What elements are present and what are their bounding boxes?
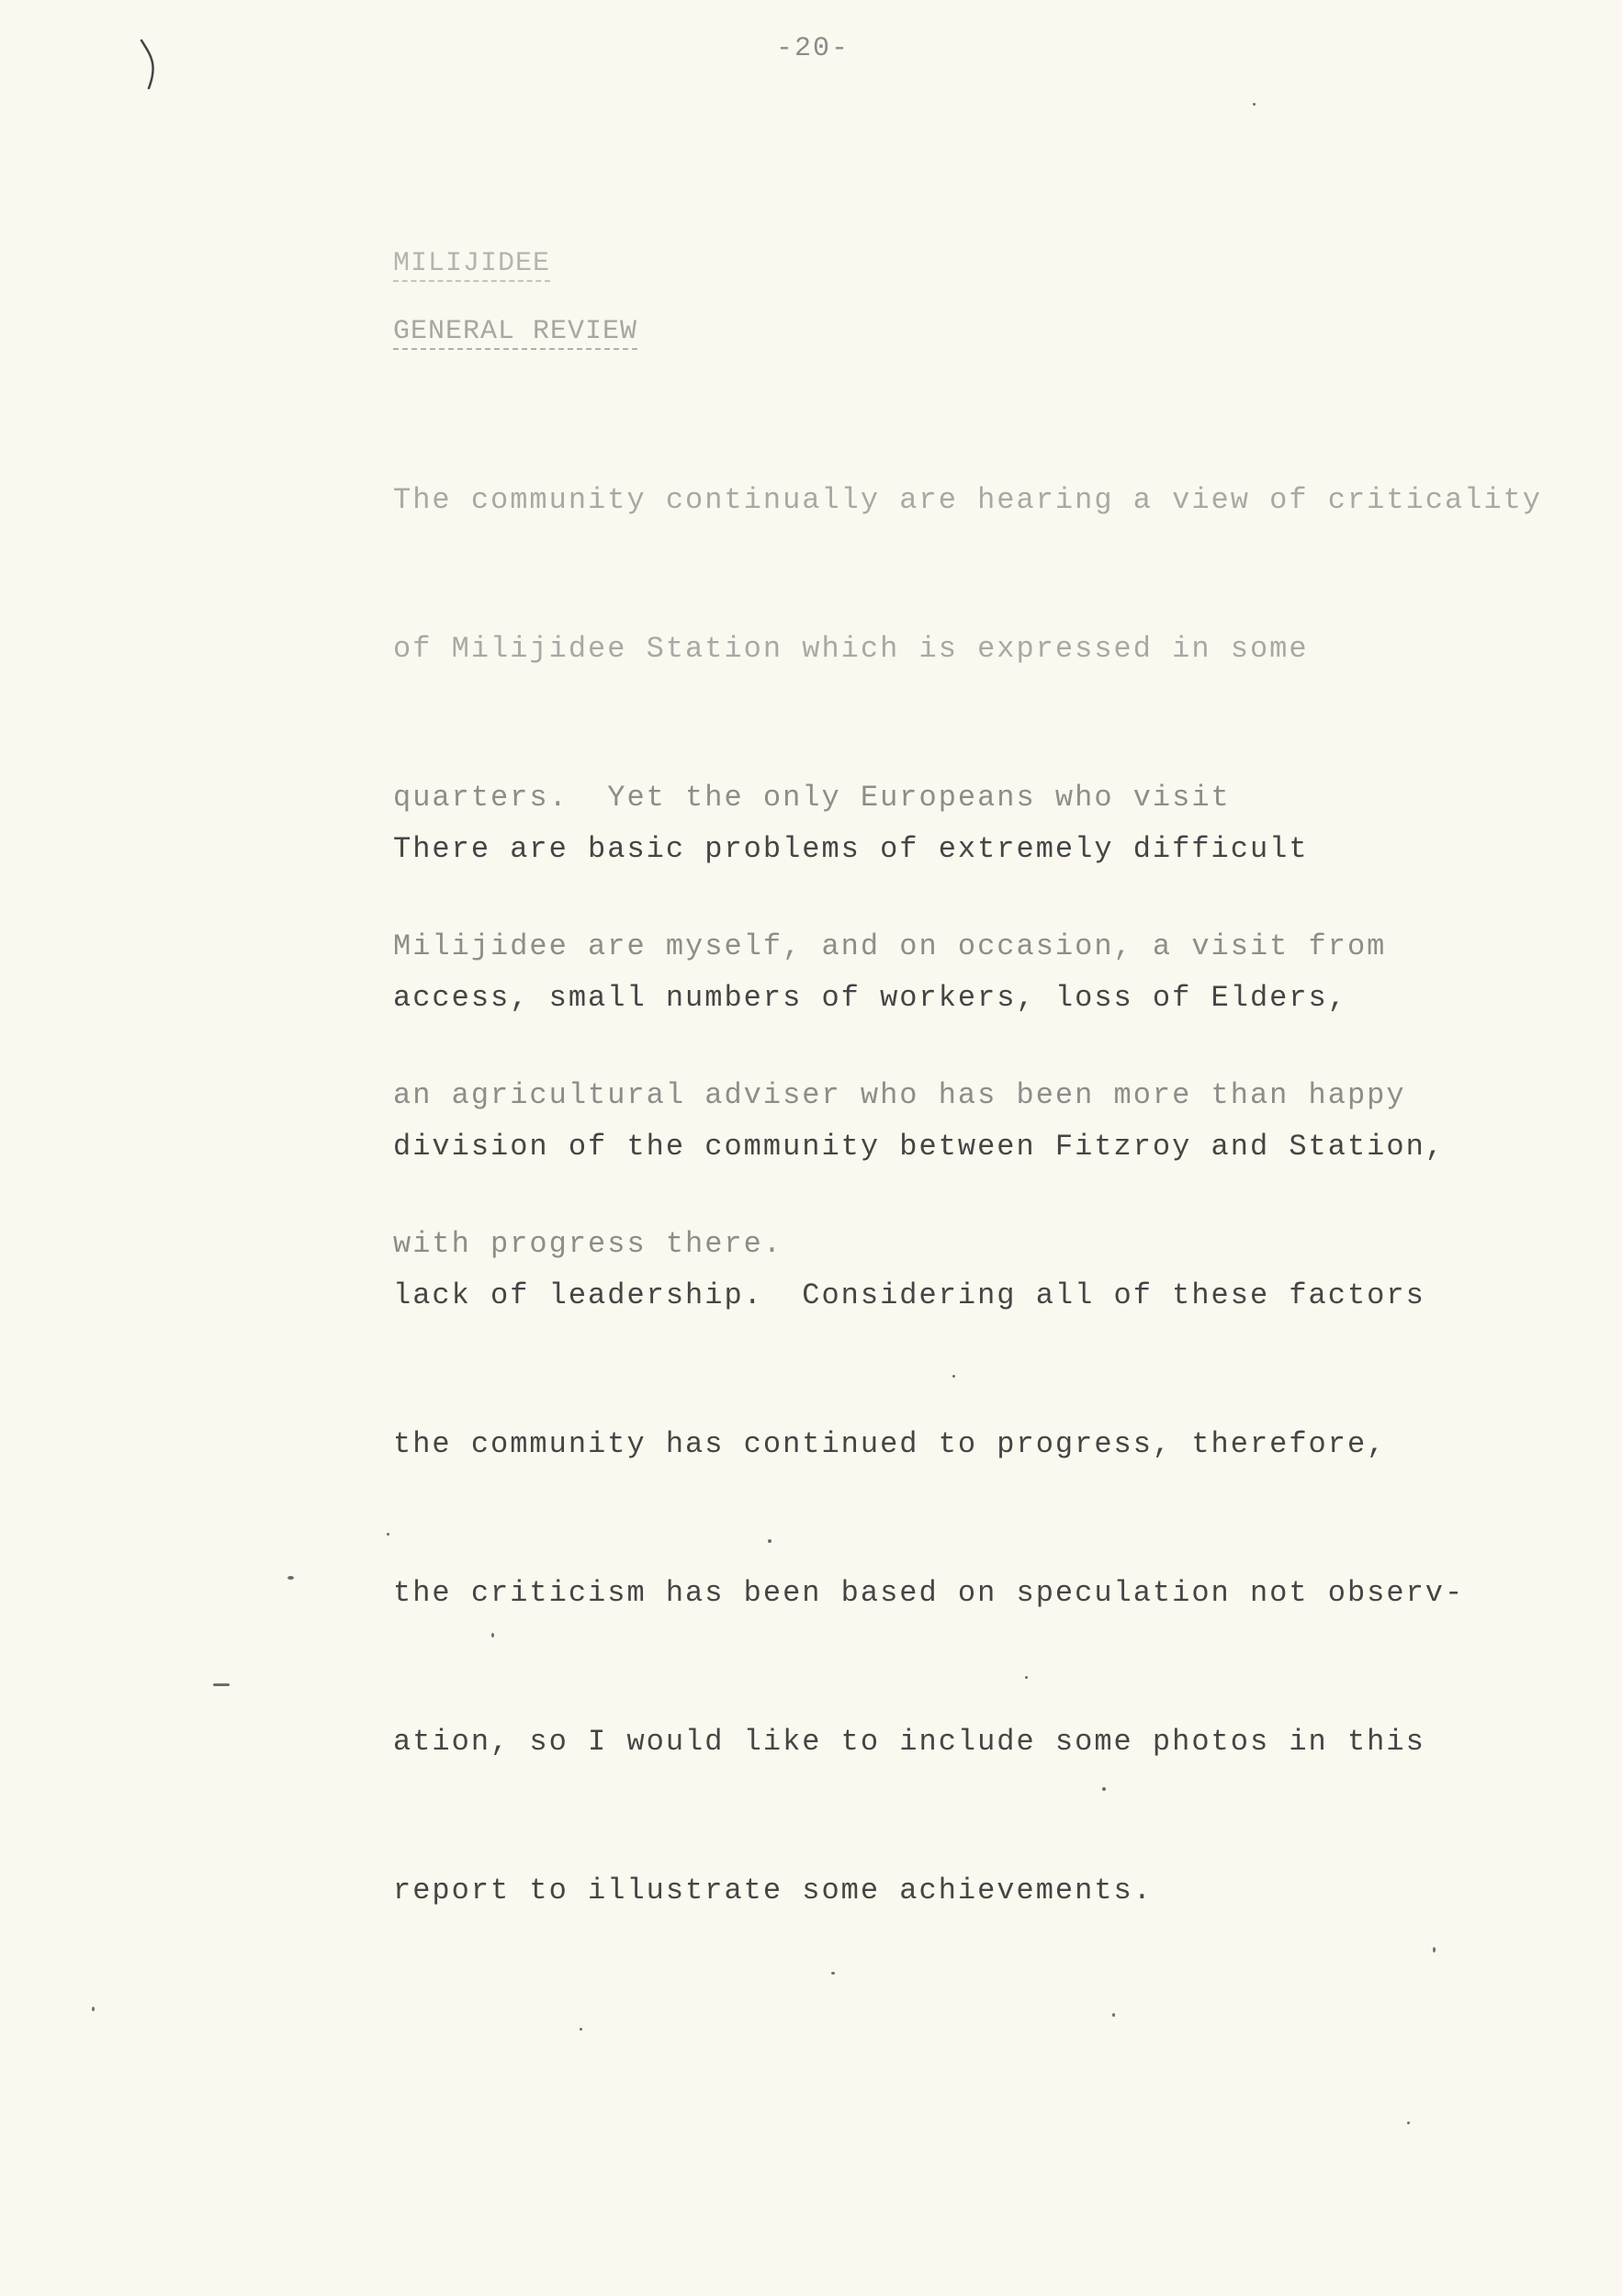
text-line: access, small numbers of workers, loss of Elders,: [393, 981, 1347, 1015]
scan-speck: [287, 1576, 294, 1580]
scan-speck: [1253, 103, 1256, 106]
scan-speck: [92, 2007, 95, 2011]
text-line: the community has continued to progress, therefore,: [393, 1427, 1387, 1461]
scan-speck: [952, 1375, 955, 1378]
scan-speck: [213, 1683, 230, 1686]
text-line: There are basic problems of extremely difficult: [393, 832, 1309, 866]
scan-speck: [491, 1633, 494, 1638]
text-line: report to illustrate some achievements.: [393, 1874, 1153, 1908]
scan-speck: [831, 1972, 835, 1975]
text-line: quarters. Yet the only Europeans who visit: [393, 781, 1231, 815]
page-number: -20-: [776, 33, 850, 64]
margin-pen-mark: [138, 37, 165, 92]
scan-speck: [1102, 1787, 1106, 1791]
text-line: with progress there.: [393, 1227, 783, 1261]
section-title: MILIJIDEE: [393, 248, 550, 282]
scan-speck: [1433, 1947, 1436, 1953]
scan-speck: [387, 1533, 389, 1536]
paragraph-problems: [393, 726, 1605, 2015]
text-line: The community continually are hearing a view of criticality: [393, 483, 1542, 517]
section-subtitle: GENERAL REVIEW: [393, 316, 637, 350]
text-line: division of the community between Fitzroy and Station,: [393, 1130, 1445, 1164]
text-line: of Milijidee Station which is expressed in some: [393, 632, 1309, 666]
scan-speck: [1407, 2122, 1410, 2124]
text-line: ation, so I would like to include some photos in this: [393, 1725, 1425, 1759]
text-line: the criticism has been based on speculation not observ-: [393, 1576, 1465, 1610]
scan-speck: [768, 1539, 772, 1543]
text-line: lack of leadership. Considering all of these factors: [393, 1278, 1425, 1312]
scan-speck: [1112, 2013, 1115, 2017]
text-line: an agricultural adviser who has been more than happy: [393, 1078, 1406, 1112]
scan-speck: [580, 2028, 582, 2031]
scan-speck: [1025, 1676, 1028, 1679]
text-line: Milijidee are myself, and on occasion, a visit from: [393, 929, 1387, 963]
